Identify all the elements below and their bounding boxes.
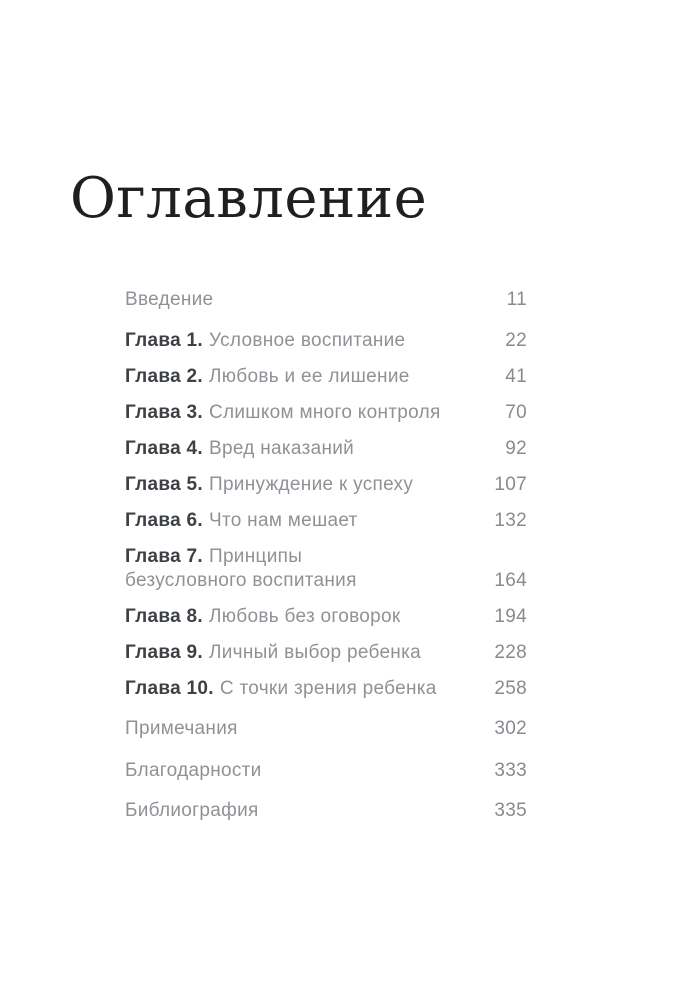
toc-chapter-prefix: Глава 8. xyxy=(125,606,203,627)
toc-row[interactable] xyxy=(125,677,527,701)
toc-entry-title: Слишком много контроля xyxy=(208,402,441,423)
toc-page-number: 258 xyxy=(494,678,527,699)
toc-entry-title: Любовь без оговорок xyxy=(208,606,401,627)
toc-page-number: 302 xyxy=(494,718,527,739)
toc-page-number: 333 xyxy=(494,760,527,781)
toc-entry-title: Библиография xyxy=(125,800,259,821)
toc-entry-title: Примечания xyxy=(125,718,238,739)
toc-row[interactable] xyxy=(125,759,527,783)
toc-chapter-prefix: Глава 3. xyxy=(125,402,203,423)
toc-page-number: 164 xyxy=(494,570,527,591)
toc-entry-title-line2: безусловного воспитания xyxy=(125,570,357,591)
toc-chapter-prefix: Глава 10. xyxy=(125,678,214,699)
toc-entry-title: Принципы xyxy=(208,546,303,567)
toc-row[interactable] xyxy=(125,401,527,425)
toc-row[interactable] xyxy=(125,365,527,389)
toc-page-number: 228 xyxy=(494,642,527,663)
toc-entry-title: Благодарности xyxy=(125,760,262,781)
toc-entry-title: Принуждение к успеху xyxy=(208,474,414,495)
toc-page-number: 194 xyxy=(494,606,527,627)
toc-page-number: 11 xyxy=(506,289,527,310)
toc-chapter-prefix: Глава 6. xyxy=(125,510,203,531)
toc-row[interactable] xyxy=(125,717,527,741)
toc-entry-title: Вред наказаний xyxy=(208,438,355,459)
toc-page-number: 22 xyxy=(505,330,527,351)
toc-page-number: 70 xyxy=(505,402,527,423)
toc-chapter-prefix: Глава 1. xyxy=(125,330,203,351)
toc-row[interactable] xyxy=(125,437,527,461)
toc-page-number: 41 xyxy=(505,366,527,387)
toc-row[interactable] xyxy=(125,288,527,312)
toc-row[interactable] xyxy=(125,473,527,497)
toc-chapter-prefix: Глава 9. xyxy=(125,642,203,663)
toc-entry-title: Введение xyxy=(125,289,214,310)
toc-page-number: 132 xyxy=(494,510,527,531)
toc-page-number: 92 xyxy=(505,438,527,459)
toc-entry-title: Любовь и ее лишение xyxy=(208,366,410,387)
toc-row[interactable] xyxy=(125,605,527,629)
toc-chapter-prefix: Глава 4. xyxy=(125,438,203,459)
toc-row[interactable] xyxy=(125,799,527,823)
toc-entry-title: Условное воспитание xyxy=(208,330,406,351)
toc-row[interactable] xyxy=(125,545,527,593)
toc-chapter-prefix: Глава 5. xyxy=(125,474,203,495)
toc-page-number: 107 xyxy=(494,474,527,495)
toc-row[interactable] xyxy=(125,509,527,533)
toc-entry-title: Личный выбор ребенка xyxy=(208,642,421,663)
toc-entry-title: С точки зрения ребенка xyxy=(219,678,437,699)
toc-chapter-prefix: Глава 7. xyxy=(125,546,203,567)
table-of-contents xyxy=(125,288,527,823)
toc-entry-title: Что нам мешает xyxy=(208,510,358,531)
page-title: Оглавление xyxy=(70,165,428,231)
toc-row[interactable] xyxy=(125,641,527,665)
toc-row[interactable] xyxy=(125,329,527,353)
toc-chapter-prefix: Глава 2. xyxy=(125,366,203,387)
toc-page-number: 335 xyxy=(494,800,527,821)
